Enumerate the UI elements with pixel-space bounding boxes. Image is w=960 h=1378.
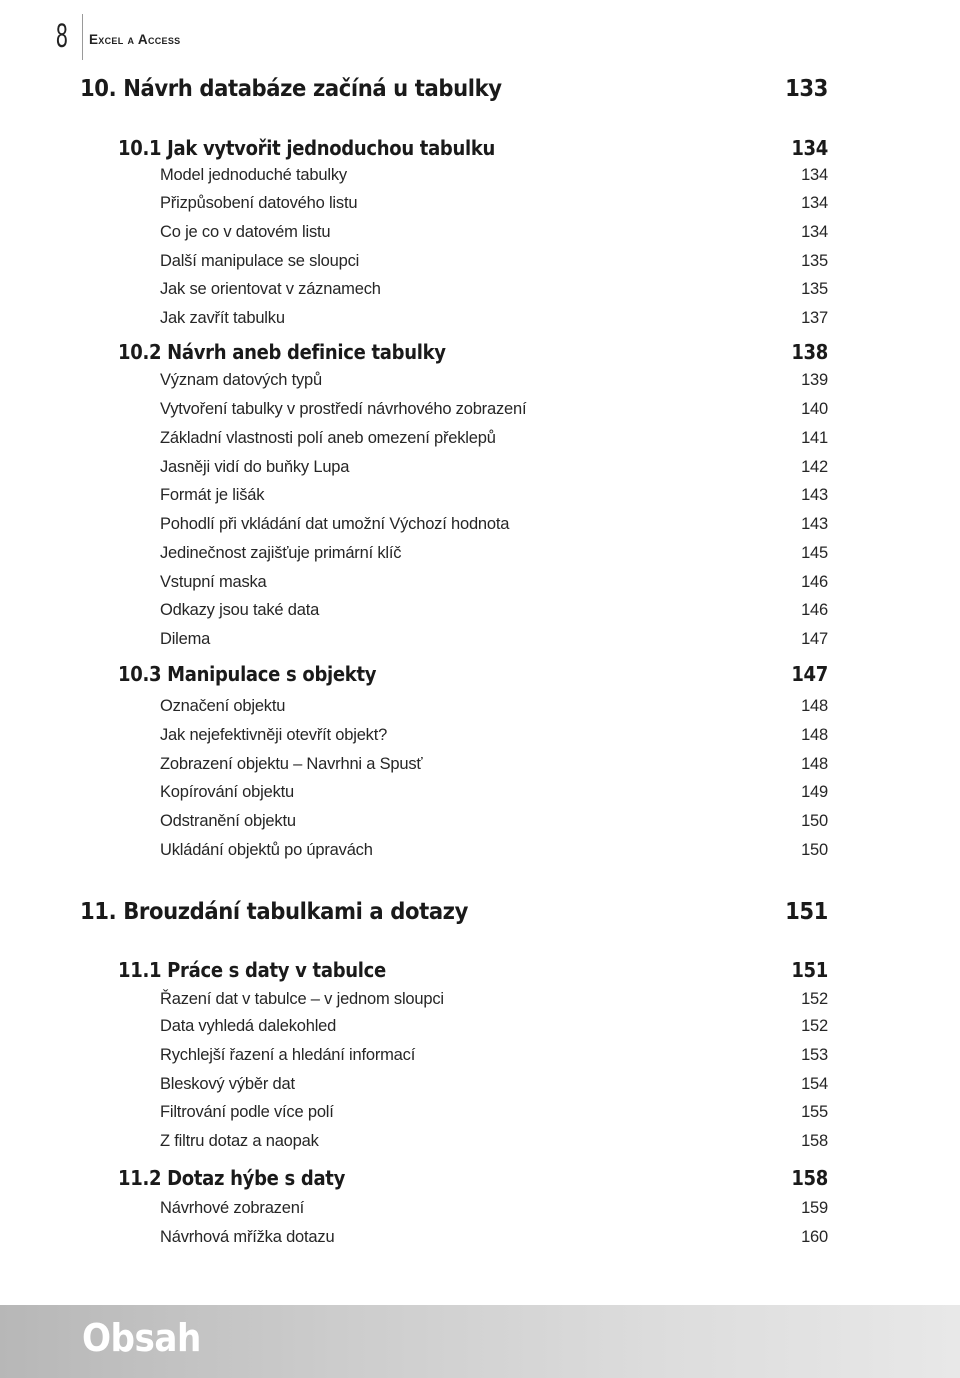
toc-item <box>160 1228 828 1254</box>
toc-item <box>160 990 828 1016</box>
toc-entry-title: Návrhová mřížka dotazu <box>160 1228 335 1246</box>
toc-section <box>118 662 828 690</box>
toc-entry-title: Odstranění objektu <box>160 812 296 830</box>
toc-entry-title: Pohodlí při vkládání dat umožní Výchozí hodnota <box>160 515 510 533</box>
toc-entry-title: Formát je lišák <box>160 486 265 504</box>
toc-entry-page: 147 <box>791 662 828 686</box>
toc-item <box>160 166 828 192</box>
toc-chapter <box>80 74 828 118</box>
toc-item <box>160 1075 828 1101</box>
toc-item <box>160 1199 828 1225</box>
toc-entry-page: 149 <box>801 783 828 801</box>
toc-entry-page: 143 <box>801 486 828 504</box>
toc-item <box>160 1017 828 1043</box>
toc-entry-title: Rychlejší řazení a hledání informací <box>160 1046 416 1064</box>
toc-chapter <box>80 897 828 941</box>
toc-item <box>160 371 828 397</box>
toc-item <box>160 458 828 484</box>
toc-entry-title: Jasněji vidí do buňky Lupa <box>160 458 350 476</box>
toc-entry-page: 148 <box>801 726 828 744</box>
toc-entry-title: 11. Brouzdání tabulkami a dotazy <box>80 897 468 925</box>
toc-entry-page: 148 <box>801 755 828 773</box>
toc-item <box>160 429 828 455</box>
toc-item <box>160 223 828 249</box>
toc-entry-title: Jedinečnost zajišťuje primární klíč <box>160 544 402 562</box>
toc-entry-page: 148 <box>801 697 828 715</box>
toc-entry-title: 10.1 Jak vytvořit jednoduchou tabulku <box>118 136 496 160</box>
toc-entry-page: 133 <box>785 74 828 102</box>
toc-item <box>160 755 828 781</box>
toc-entry-page: 139 <box>801 371 828 389</box>
toc-section <box>118 340 828 368</box>
toc-entry-page: 135 <box>801 252 828 270</box>
toc-entry-page: 138 <box>791 340 828 364</box>
toc-entry-page: 145 <box>801 544 828 562</box>
toc-entry-page: 135 <box>801 280 828 298</box>
toc-entry-page: 154 <box>801 1075 828 1093</box>
toc-entry-page: 151 <box>785 897 828 925</box>
toc-entry-title: Jak nejefektivněji otevřít objekt? <box>160 726 388 744</box>
toc-entry-title: Označení objektu <box>160 697 286 715</box>
toc-item <box>160 841 828 867</box>
toc-entry-page: 153 <box>801 1046 828 1064</box>
toc-entry-title: Model jednoduché tabulky <box>160 166 347 184</box>
toc-entry-page: 158 <box>791 1166 828 1190</box>
toc-item <box>160 400 828 426</box>
toc-item <box>160 1046 828 1072</box>
toc-entry-title: Ukládání objektů po úpravách <box>160 841 373 859</box>
toc-entry-title: Dilema <box>160 630 211 648</box>
toc-item <box>160 697 828 723</box>
toc-entry-title: Co je co v datovém listu <box>160 223 331 241</box>
toc-entry-page: 152 <box>801 1017 828 1035</box>
toc-item <box>160 726 828 752</box>
toc-item <box>160 601 828 627</box>
toc-item <box>160 1132 828 1158</box>
toc-item <box>160 280 828 306</box>
toc-entry-title: Význam datových typů <box>160 371 322 389</box>
toc-entry-title: 10. Návrh databáze začíná u tabulky <box>80 74 502 102</box>
toc-item <box>160 630 828 656</box>
toc-entry-page: 152 <box>801 990 828 1008</box>
toc-entry-title: Návrhové zobrazení <box>160 1199 305 1217</box>
toc-item <box>160 194 828 220</box>
toc-entry-page: 160 <box>801 1228 828 1246</box>
toc-section <box>118 136 828 164</box>
toc-entry-page: 143 <box>801 515 828 533</box>
toc-entry-title: Základní vlastnosti polí aneb omezení překlepů <box>160 429 496 447</box>
toc-entry-title: 10.2 Návrh aneb definice tabulky <box>118 340 446 364</box>
toc-entry-title: Jak se orientovat v záznamech <box>160 280 381 298</box>
toc-entry-page: 155 <box>801 1103 828 1121</box>
toc-section <box>118 1166 828 1194</box>
toc-entry-title: Data vyhledá dalekohled <box>160 1017 337 1035</box>
toc-entry-page: 150 <box>801 812 828 830</box>
toc-entry-page: 134 <box>791 136 828 160</box>
toc-item <box>160 515 828 541</box>
toc-entry-page: 141 <box>801 429 828 447</box>
toc-entry-title: Odkazy jsou také data <box>160 601 320 619</box>
toc-entry-title: Vstupní maska <box>160 573 267 591</box>
toc-entry-title: Bleskový výběr dat <box>160 1075 295 1093</box>
toc-entry-page: 134 <box>801 194 828 212</box>
toc-entry-title: Řazení dat v tabulce – v jednom sloupci <box>160 990 444 1008</box>
book-title: Excel a Access <box>89 32 181 47</box>
toc-entry-title: 10.3 Manipulace s objekty <box>118 662 377 686</box>
toc-item <box>160 486 828 512</box>
toc-entry-title: Z filtru dotaz a naopak <box>160 1132 319 1150</box>
footer-title: Obsah <box>82 1316 201 1360</box>
toc-item <box>160 544 828 570</box>
toc-entry-title: Další manipulace se sloupci <box>160 252 360 270</box>
toc-entry-title: Přizpůsobení datového listu <box>160 194 358 212</box>
toc-entry-page: 151 <box>791 958 828 982</box>
toc-entry-page: 134 <box>801 223 828 241</box>
toc-item <box>160 812 828 838</box>
toc-entry-title: Vytvoření tabulky v prostředí návrhového zobrazení <box>160 400 527 418</box>
toc-entry-page: 146 <box>801 573 828 591</box>
toc-entry-page: 147 <box>801 630 828 648</box>
toc-entry-title: Filtrování podle více polí <box>160 1103 334 1121</box>
toc-item <box>160 309 828 335</box>
toc-entry-title: 11.1 Práce s daty v tabulce <box>118 958 386 982</box>
toc-entry-page: 137 <box>801 309 828 327</box>
toc-entry-page: 142 <box>801 458 828 476</box>
toc-item <box>160 573 828 599</box>
toc-entry-title: Zobrazení objektu – Navrhni a Spusť <box>160 755 423 773</box>
toc-entry-page: 134 <box>801 166 828 184</box>
toc-entry-page: 159 <box>801 1199 828 1217</box>
toc-entry-page: 150 <box>801 841 828 859</box>
toc-entry-title: Jak zavřít tabulku <box>160 309 285 327</box>
toc-entry-page: 140 <box>801 400 828 418</box>
toc-entry-title: 11.2 Dotaz hýbe s daty <box>118 1166 346 1190</box>
toc-entry-title: Kopírování objektu <box>160 783 294 801</box>
page-number: 8 <box>56 17 68 55</box>
toc-entry-page: 158 <box>801 1132 828 1150</box>
toc-item <box>160 1103 828 1129</box>
toc-entry-page: 146 <box>801 601 828 619</box>
toc-section <box>118 958 828 986</box>
toc-item <box>160 783 828 809</box>
toc-item <box>160 252 828 278</box>
